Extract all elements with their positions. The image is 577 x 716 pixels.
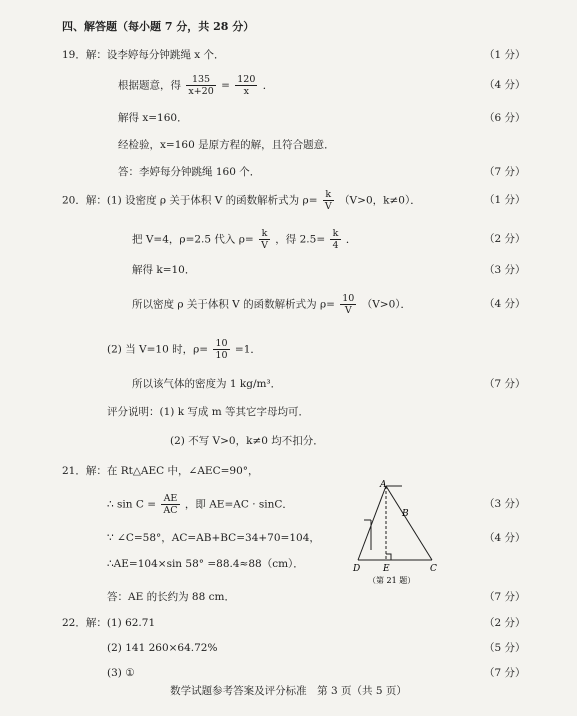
fraction: $\frac{120}{x}$ [237,74,256,97]
label-a: A [380,480,387,490]
score-label: （7 分） [484,378,526,390]
score-label: （4 分） [484,532,526,544]
fraction: $\frac{k}{V}$ [324,189,332,212]
score-label: （7 分） [484,591,526,603]
score-label: （3 分） [484,498,526,510]
score-label: （4 分） [484,298,526,310]
page-footer: 数学试题参考答案及评分标准 第 3 页（共 5 页） [170,685,407,697]
label-c: C [430,564,437,574]
score-label: （3 分） [484,264,526,276]
score-label: （1 分） [484,194,526,206]
fraction: $\frac{AE}{AC}$ [163,493,178,516]
score-label: （7 分） [484,667,526,679]
score-label: （6 分） [484,112,526,124]
label-e: E [383,564,390,574]
right-angle-mark [386,554,391,560]
score-label: （2 分） [484,617,526,629]
fraction: $\frac{10}{V}$ [342,293,355,316]
score-label: （4 分） [484,79,526,91]
fraction: $\frac{k}{V}$ [261,228,268,251]
label-b: B [402,509,409,519]
fraction: $\frac{k}{4}$ [332,228,339,251]
label-d: D [353,564,361,574]
score-label: （5 分） [484,642,526,654]
segment-ad [358,486,386,560]
fraction: $\frac{135}{x+20}$ [188,74,214,97]
score-label: （1 分） [484,49,526,61]
fraction: $\frac{10}{10}$ [215,338,228,361]
score-label: （2 分） [484,233,526,245]
segment-ac [386,486,432,560]
figure-caption: （第 21 题） [368,576,416,585]
score-label: （7 分） [484,166,526,178]
q21-triangle-figure [340,480,450,590]
answer-key-page: 四、解答题（每小题 7 分，共 28 分） 19．解：设李婷每分钟跳绳 x 个． （1 分） 根据题意，得 $\frac{135}{x+20}$ = $\frac{120}{x}$ ． （4 分） 解得 x=160． （6 分） 经检验，x=160 是原方程的解，且符合题意． 答：李婷每分钟跳绳 160 个． （7 分） 20．解：(1) 设密度 ρ 关于体积 V 的函数解析式为 ρ= $\frac{k}{V}$ （V>0，k≠0）． （1 分） 把 V=4，ρ=2.5 代入 ρ= $\frac{k}{V}$ ，得 2.5= $\frac{k}{4}$ ． （2 分） 解得 k=10． （3 分） 所以密度 ρ 关于体积 V 的函数解析式为 ρ= $\frac{10}{V}$ （V>0）． （4 分） (2) 当 V=10 时，ρ= $\frac{10}{10}$ =1． 所以该气体的密度为 1 kg/m³． （7 分） 评分说明：(1) k 写成 m 等其它字母均可． (2) 不写 V>0，k≠0 均不扣分． 21．解：在 Rt△AEC 中，∠AEC=90°， ∴ sin C = $\frac{AE}{AC}$ ，即 AE=AC · sinC． （3 分） ∵ ∠C=58°，AC=AB+BC=34+70=104， （4 分） ∴AE=104×sin 58° =88.4≈88（cm）． 答：AE 的长约为 88 cm． （7 分） A B D E C （第 21 题） 22．解：(1) 62.71 （2 分） (2) 141 260×64.72% （5 分） (3) ① （7 分） 数学试题参考答案及评分标准 第 3 页（共 5 页） [0,0,577,716]
